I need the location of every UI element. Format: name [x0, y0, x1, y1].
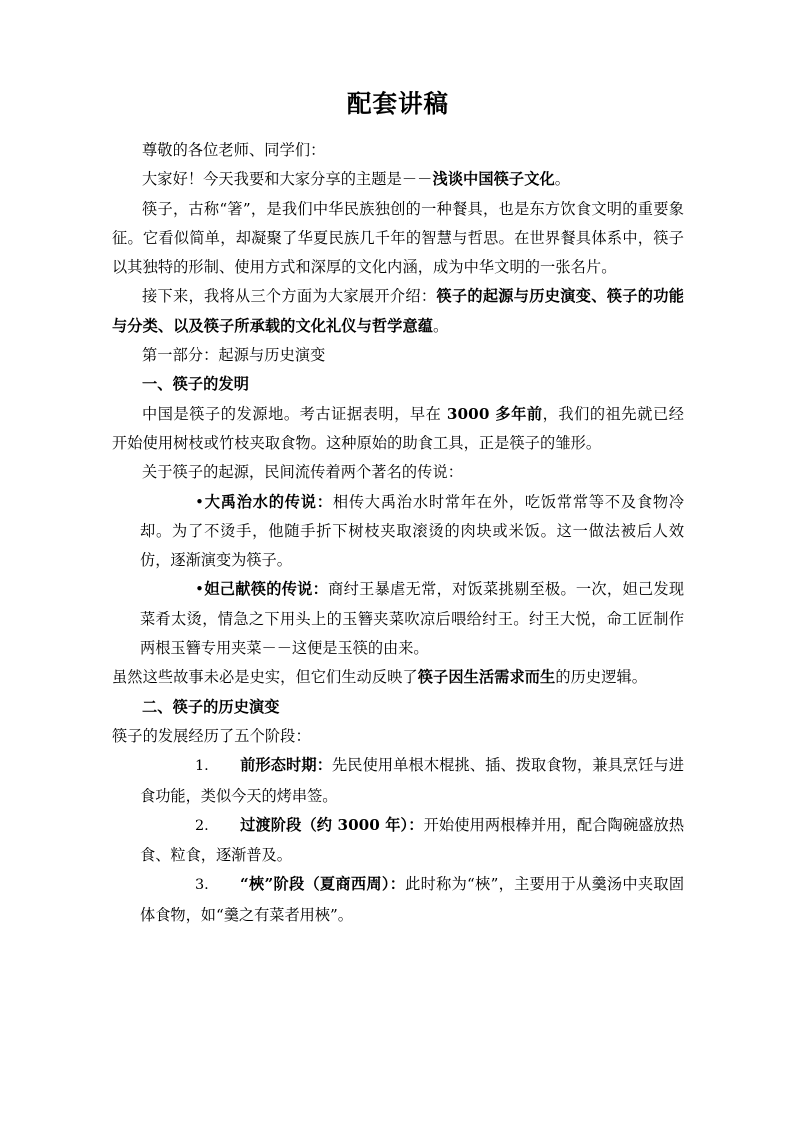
legend-body-text: 商纣王暴虐无常，对饭菜挑剔至极。一次，妲己发现菜肴太烫，情急之下用头上的玉簪夹菜吹凉后喂给纣王。纣王大悦，命工匠制作两根玉簪专用夹菜－－这便是玉筷的由来。	[140, 580, 685, 658]
stage-separator-text: ：	[408, 815, 424, 834]
stage-numbered-list	[112, 751, 684, 930]
paragraph-intro	[112, 195, 684, 283]
legend-title-text: 妲己献筷的传说	[203, 580, 313, 599]
page-title: 配套讲稿	[347, 89, 449, 118]
legend-body-text: 相传大禹治水时常年在外，吃饭常常等不及食物冷却。为了不烫手，他随手折下树枝夹取滚烫的肉块或米饭。这一做法被后人效仿，逐渐演变为筷子。	[140, 492, 685, 570]
list-item-number: 2.	[195, 817, 209, 834]
legends-closing-lead-text: 虽然这些故事未必是史实，但它们生动反映了	[112, 668, 418, 687]
stage-title-text: 前形态时期	[240, 756, 317, 775]
paragraph-origin	[112, 400, 684, 459]
legend-title-text: 大禹治水的传说	[203, 492, 317, 511]
outline-topics-text: 筷子的起源与历史演变、筷子的功能与分类、以及筷子所承载的文化礼仪与哲学意蕴	[112, 287, 684, 335]
list-item	[112, 870, 684, 930]
legend-bullet-list	[112, 488, 684, 664]
heading-section-one	[112, 370, 684, 399]
document-body	[112, 84, 684, 930]
bullet-marker-icon: •	[195, 492, 204, 511]
stage-title-text: 过渡阶段（约 3000 年）	[240, 815, 409, 834]
stages-lead-text: 筷子的发展经历了五个阶段：	[112, 726, 311, 745]
legends-closing-bold-text: 筷子因生活需求而生	[417, 668, 556, 687]
legends-lead-text: 关于筷子的起源，民间流传着两个著名的传说：	[142, 463, 464, 482]
part-one-heading-text: 第一部分：起源与历史演变	[142, 346, 326, 365]
outline-end-text: 。	[433, 316, 449, 335]
heading-section-two	[112, 693, 684, 722]
paragraph-stages-lead	[112, 722, 684, 751]
legend-separator-text: ：	[312, 580, 329, 599]
section-two-heading-text: 二、筷子的历史演变	[142, 697, 280, 716]
greeting-lead-text: 大家好！今天我要和大家分享的主题是－－	[142, 170, 433, 189]
intro-text: 筷子，古称“箸”，是我们中华民族独创的一种餐具，也是东方饮食文明的重要象征。它看似简单，却凝聚了华夏民族几千年的智慧与哲思。在世界餐具体系中，筷子以其独特的形制、使用方式和深厚的文化内涵，成为中华文明的一张名片。	[112, 199, 684, 277]
list-item	[112, 575, 684, 663]
greeting-topic-text: 浅谈中国筷子文化	[432, 170, 555, 189]
list-item	[112, 811, 684, 871]
paragraph-salutation	[112, 136, 684, 165]
outline-lead-text: 接下来，我将从三个方面为大家展开介绍：	[142, 287, 437, 306]
section-one-heading-text: 一、筷子的发明	[142, 375, 250, 394]
paragraph-greeting	[112, 165, 684, 194]
stage-body-text: 开始使用两根棒并用，配合陶碗盛放热食、粒食，逐渐普及。	[140, 815, 685, 865]
list-item	[112, 488, 684, 576]
origin-lead-text: 中国是筷子的发源地。考古证据表明，早在	[142, 404, 447, 423]
salutation-text: 尊敬的各位老师、同学们：	[142, 141, 326, 159]
origin-rest-text: ，我们的祖先就已经开始使用树枝或竹枝夹取食物。这种原始的助食工具，正是筷子的雏形。	[112, 404, 685, 452]
stage-title-text: “梜”阶段（夏商西周）	[240, 875, 390, 894]
paragraph-legends-lead	[112, 458, 684, 487]
paragraph-legends-closing	[112, 663, 684, 692]
heading-part-one	[112, 341, 684, 370]
legend-separator-text: ：	[316, 492, 333, 511]
list-item-number: 1.	[195, 758, 209, 775]
origin-bold-text: 3000 多年前	[446, 404, 543, 423]
stage-separator-text: ：	[389, 875, 406, 894]
stage-separator-text: ：	[316, 756, 332, 775]
greeting-end-text: 。	[554, 170, 571, 189]
stage-body-text: 此时称为“梜”，主要用于从羹汤中夹取固体食物，如“羹之有菜者用梜”。	[140, 875, 685, 924]
legends-closing-end-text: 的历史逻辑。	[555, 668, 648, 687]
bullet-marker-icon: •	[195, 580, 204, 599]
stage-body-text: 先民使用单根木棍挑、插、拨取食物，兼具烹饪与进食功能，类似今天的烤串签。	[140, 756, 685, 805]
paragraph-outline	[112, 282, 684, 341]
list-item	[112, 751, 684, 811]
list-item-number: 3.	[195, 877, 209, 894]
